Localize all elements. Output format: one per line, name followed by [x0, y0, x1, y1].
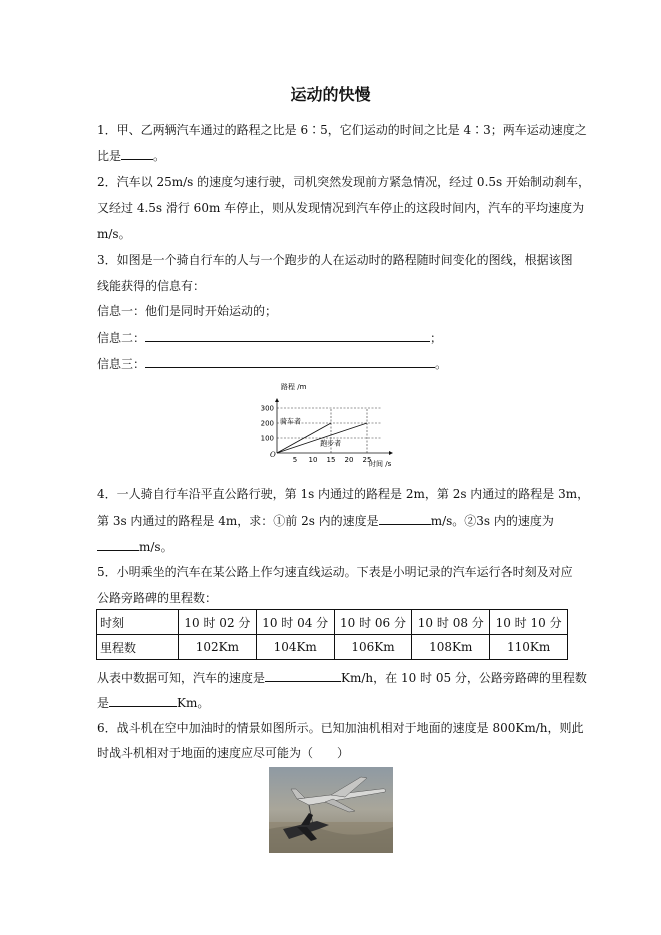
x-tick-label: 15	[326, 456, 336, 464]
q5-speed-blank[interactable]	[265, 670, 341, 682]
x-tick-label: 25	[362, 456, 372, 464]
q3-info1: 信息一：他们是同时开始运动的；	[97, 304, 278, 318]
y-axis-arrow	[275, 398, 279, 402]
q5-mileage-blank[interactable]	[109, 695, 177, 707]
table-cell: 里程数	[97, 635, 179, 660]
table-cell: 10 时 02 分	[179, 610, 257, 635]
table-row	[97, 610, 568, 635]
q1-line2-suffix: 。	[153, 149, 166, 163]
table-cell: 106Km	[334, 635, 412, 660]
table-cell: 时刻	[97, 610, 179, 635]
q4-line2-prefix: 第 3s 内通过的路程是 4m，求：①前 2s 内的速度是	[97, 514, 379, 528]
q5-after1-suffix: Km/h，在 10 时 05 分，公路旁路碑的里程数	[341, 671, 587, 685]
q4-answer2-blank[interactable]	[97, 539, 139, 551]
q5-after1-prefix: 从表中数据可知，汽车的速度是	[97, 671, 266, 685]
table-cell: 110Km	[490, 635, 568, 660]
y-tick-label: 100	[260, 434, 274, 443]
origin-label: O	[270, 451, 276, 459]
page-title: 运动的快慢	[290, 85, 371, 104]
graph-series	[277, 423, 367, 453]
table-cell: 104Km	[256, 635, 334, 660]
q5-after2-suffix: Km。	[177, 696, 210, 710]
table-cell: 10 时 08 分	[412, 610, 490, 635]
y-axis-label: 路程 /m	[281, 383, 307, 391]
q1-line2	[97, 148, 165, 163]
aerial-refueling-photo	[269, 767, 393, 853]
x-tick-label: 5	[292, 456, 298, 464]
series-label-runner: 跑步者	[320, 439, 342, 448]
q1-line1: 1．甲、乙两辆汽车通过的路程之比是 6∶5，它们运动的时间之比是 4∶3；两车运动速度之	[97, 123, 587, 137]
series-label-cyclist: 骑车者	[280, 417, 301, 426]
q1-line2-prefix: 比是	[97, 149, 122, 163]
q3-info3-blank[interactable]	[145, 356, 435, 368]
q4-line1: 4．一人骑自行车沿平直公路行驶，第 1s 内通过的路程是 2m，第 2s 内通过的路程是 3m，	[97, 487, 590, 501]
table-row	[97, 635, 568, 660]
q3-info2-blank[interactable]	[145, 330, 430, 342]
q4-line3	[97, 539, 173, 554]
q2-line3: m/s。	[97, 227, 131, 241]
x-axis-arrow	[389, 451, 393, 455]
q3-info2-suffix: ；	[430, 331, 443, 345]
y-tick-label: 200	[260, 419, 274, 428]
q3-info2-label: 信息二：	[97, 331, 146, 345]
q4-line3-suffix: m/s。	[139, 540, 173, 554]
q5-line2: 公路旁路碑的里程数：	[97, 591, 218, 605]
table-cell: 102Km	[179, 635, 257, 660]
table-cell: 108Km	[412, 635, 490, 660]
q2-line2: 又经过 4.5s 滑行 60m 车停止，则从发现情况到汽车停止的这段时间内，汽车的平均速度为	[97, 201, 585, 215]
x-tick-label: 10	[308, 456, 318, 464]
q2-line1: 2．汽车以 25m/s 的速度匀速行驶，司机突然发现前方紧急情况，经过 0.5s 开始制动刹车，	[97, 175, 590, 189]
y-tick-label: 300	[260, 404, 274, 413]
x-axis-label: 时间 /s	[369, 460, 392, 468]
q5-after2-prefix: 是	[97, 696, 110, 710]
q3-line1: 3．如图是一个骑自行车的人与一个跑步的人在运动时的路程随时间变化的图线，根据该图	[97, 253, 573, 267]
q3-info3-label: 信息三：	[97, 357, 146, 371]
q4-line2-mid: m/s。②3s 内的速度为	[430, 514, 554, 528]
q4-line2	[97, 513, 554, 528]
q1-answer-blank[interactable]	[121, 148, 153, 160]
graph-labels	[261, 382, 392, 468]
q3-info3	[97, 356, 447, 371]
table-cell: 10 时 10 分	[490, 610, 568, 635]
q4-answer1-blank[interactable]	[379, 513, 431, 525]
q6-line2: 时战斗机相对于地面的速度应尽可能为（ ）	[97, 746, 350, 760]
q3-info2	[97, 330, 442, 345]
q6-line1: 6．战斗机在空中加油时的情景如图所示。已知加油机相对于地面的速度是 800Km/h，则此	[97, 721, 584, 735]
mileage-table	[96, 609, 568, 660]
q5-after2	[97, 695, 209, 710]
table-cell: 10 时 06 分	[334, 610, 412, 635]
q5-line1: 5．小明乘坐的汽车在某公路上作匀速直线运动。下表是小明记录的汽车运行各时刻及对应	[97, 565, 573, 579]
table-cell: 10 时 04 分	[256, 610, 334, 635]
x-tick-label: 20	[344, 456, 354, 464]
distance-time-graph	[254, 381, 394, 473]
q5-after1	[97, 670, 587, 685]
q3-info3-suffix: 。	[435, 357, 448, 371]
q3-line2: 线能获得的信息有：	[97, 279, 206, 293]
